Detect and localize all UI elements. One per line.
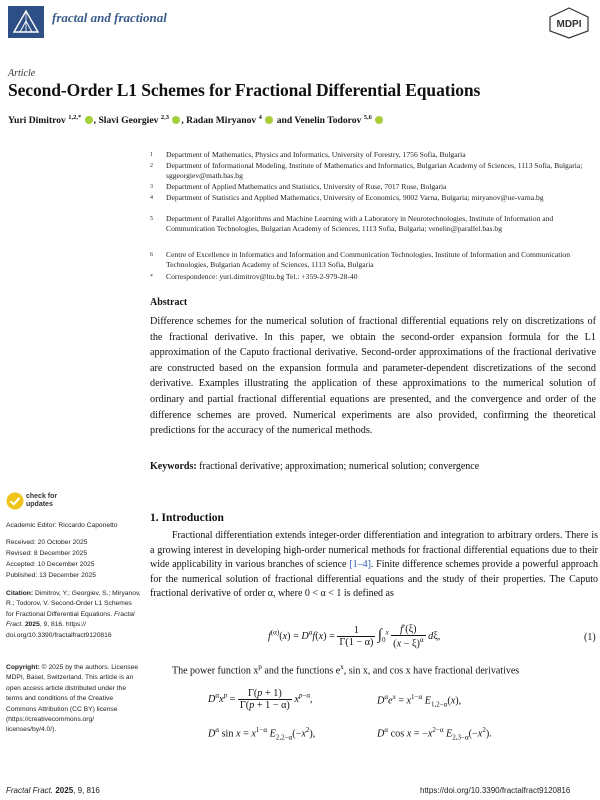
equation-cosine: $D^\alpha$ $\cos x = -x^{2-\alpha}$ $E_{2,3-\alpha}(-x^2)$. bbox=[377, 726, 492, 742]
author-name[interactable]: Venelin Todorov bbox=[294, 115, 362, 127]
author-name[interactable]: Slavi Georgiev bbox=[98, 115, 159, 127]
orcid-icon[interactable] bbox=[172, 116, 180, 124]
affiliation bbox=[150, 250, 595, 271]
affiliation bbox=[150, 214, 595, 235]
affiliation-number: 5 bbox=[150, 216, 153, 222]
citation-year: 2025 bbox=[24, 621, 40, 629]
affiliation-number: 3 bbox=[150, 184, 153, 190]
keywords-label: Keywords: bbox=[150, 461, 197, 472]
affiliation bbox=[150, 193, 595, 203]
mdpi-logo bbox=[548, 7, 590, 39]
check-for-updates-label[interactable]: check for updates bbox=[26, 493, 58, 508]
date-received: Received: 20 October 2025 bbox=[6, 539, 88, 546]
equation-number: (1) bbox=[584, 632, 596, 643]
equation-sine: $D^\alpha$ $\sin x = x^{1-\alpha}$ $E_{2,2-\alpha}(-x^2)$, bbox=[208, 726, 316, 742]
academic-editor: Academic Editor: Riccardo Caponetto bbox=[6, 522, 118, 529]
author-affil-sup: 5,6 bbox=[363, 114, 372, 121]
date-accepted: Accepted: 10 December 2025 bbox=[6, 561, 95, 568]
citation-volume: , 9, 816. bbox=[39, 621, 65, 629]
orcid-icon[interactable] bbox=[85, 116, 93, 124]
intro-paragraph: Fractional differentiation extends integer-order differentiation and integration to arbitrary orders. There is a growing interest in developing high-order numerical methods for fractional differential equations due to their wide applicability in various branches of science [1–4]. Finite difference schemes provide a powerful approach for the numerical solution of fractional differential equations and the study of their properties. The Caputo fractional derivative of order α, where 0 < α < 1 is defined as bbox=[150, 530, 598, 600]
affiliation-number: 1 bbox=[150, 152, 153, 158]
orcid-icon[interactable] bbox=[265, 116, 273, 124]
journal-logo bbox=[8, 6, 44, 38]
correspondence-text[interactable]: Correspondence: yuri.dimitrov@ltu.bg Tel.: +359-2-979-28-40 bbox=[166, 272, 358, 281]
citation-label: Citation: bbox=[6, 590, 34, 597]
affiliation bbox=[150, 182, 595, 192]
affiliation-number: * bbox=[150, 274, 153, 280]
author-affil-sup: 4 bbox=[258, 114, 262, 121]
author-and: and bbox=[276, 115, 293, 127]
affiliation-text: Department of Applied Mathematics and Statistics, University of Ruse, 7017 Ruse, Bulgaria bbox=[166, 182, 447, 191]
author-affil-sup: 2,3 bbox=[160, 114, 169, 121]
copyright-label: Copyright: bbox=[6, 664, 40, 671]
date-published: Published: 13 December 2025 bbox=[6, 572, 96, 579]
affiliation bbox=[150, 161, 595, 182]
journal-name: fractal and fractional bbox=[52, 10, 167, 25]
citation-link[interactable]: [1–4] bbox=[349, 559, 371, 571]
correspondence bbox=[150, 272, 595, 282]
affiliation-text: Department of Informational Modeling, Institute of Mathematics and Informatics, Bulgarian Academy of Sciences, 1113 Sofia, Bulgaria; sggeorgiev@math.bas.bg bbox=[166, 161, 583, 181]
check-for-updates-icon[interactable] bbox=[6, 492, 24, 510]
intro-paragraph: The power function $x^p$ and the functions $e^x$, sin x, and cos x have fractional derivatives bbox=[172, 663, 520, 677]
section-heading: 1. Introduction bbox=[150, 512, 224, 524]
paper-title: Second-Order L1 Schemes for Fractional Differential Equations bbox=[8, 80, 481, 100]
affiliation-number: 6 bbox=[150, 252, 153, 258]
affiliation bbox=[150, 150, 595, 160]
affiliation-text: Department of Statistics and Applied Mathematics, University of Economics, 9002 Varna, Bulgaria; miryanov@ue-varna.bg bbox=[166, 193, 544, 202]
equation-caputo: $f^{(\alpha)}(x) = D^\alpha f(x)$ = $\frac{1}{\Gamma(1 - \alpha)}$ $\int_0^x$ $\frac{f'(\xi)}{(x - \xi)^\alpha}$ dξ, bbox=[268, 624, 441, 650]
abstract-heading: Abstract bbox=[150, 297, 188, 308]
keywords-text: fractional derivative; approximation; numerical solution; convergence bbox=[199, 461, 480, 472]
citation-authors: Dimitrov, Y.; Georgiev, S.; Miryanov, R.; Todorov, V. bbox=[6, 590, 141, 608]
affiliation-text: Department of Parallel Algorithms and Machine Learning with a Laboratory in Neurotechnologies, Institute of Information and Communication Technologies, Bulgarian Academy of Sciences, 1113 Sofia, Bulgaria; venelin@parallel.bas.bg bbox=[166, 214, 554, 234]
publisher-label: MDPI bbox=[556, 19, 582, 30]
affiliation-text: Department of Mathematics, Physics and Informatics, University of Forestry, 1756 Sofia, Bulgaria bbox=[166, 150, 466, 159]
author-affil-sup: 1,2,* bbox=[68, 114, 82, 121]
affiliation-text: Centre of Excellence in Informatics and Information and Communication Technologies, Institute of Information and Communication Technologies, Bulgarian Academy of Sciences, 1113 Sofia, Bulgaria bbox=[166, 250, 571, 270]
date-revised: Revised: 8 December 2025 bbox=[6, 550, 88, 557]
author-name[interactable]: Yuri Dimitrov bbox=[8, 115, 66, 127]
keywords bbox=[150, 461, 596, 472]
abstract-text: Difference schemes for the numerical solution of fractional differential equations rely on discretizations of the fractional derivative. In this paper, we obtain the second-order expansion formula for the L1 approximation of the Caputo fractional derivative. Second-order approximations of the fractional derivative are constructed based on the expansion formula and parameter-dependent discretizations of the second derivative. Examples illustrating the application of these approximations to the numerical solution of ordinary and partial fractional differential equations are presented, and the convergence and order of the difference schemes are proved. Numerical experiments are also provided, confirming the theoretical predictions for the accuracy of the numerical methods. bbox=[150, 316, 596, 437]
author-name[interactable]: Radan Miryanov bbox=[186, 115, 257, 127]
citation-block bbox=[6, 589, 141, 641]
affiliation-number: 4 bbox=[150, 195, 153, 201]
citation-title: Second-Order L1 Schemes for Fractional Differential Equations. bbox=[6, 600, 132, 618]
equation-power-function: $D^\alpha x^p$ = $\frac{\Gamma(p + 1)}{\Gamma(p + 1 - \alpha)}$ $x^{p-\alpha}$, bbox=[208, 688, 313, 711]
footer-doi-link[interactable]: https://doi.org/10.3390/fractalfract9120816 bbox=[420, 786, 571, 795]
citation-journal: Fractal Fract. bbox=[6, 610, 135, 629]
citation-doi-link[interactable]: https:// doi.org/10.3390/fractalfract9120816 bbox=[6, 621, 112, 639]
article-type: Article bbox=[8, 68, 36, 79]
footer-citation: Fractal Fract. 2025, 9, 816 bbox=[6, 786, 100, 795]
orcid-icon[interactable] bbox=[375, 116, 383, 124]
affiliation-number: 2 bbox=[150, 163, 153, 169]
equation-exponential: $D^\alpha e^x = x^{1-\alpha}$ $E_{1,2-\alpha}(x)$, bbox=[377, 693, 462, 709]
copyright-text: © 2025 by the authors. Licensee MDPI, Basel, Switzerland. This article is an open access article distributed under the terms and conditions of the Creative Commons Attribution (CC BY) license (https://creativecommons.org/ licenses/by/4.0/). bbox=[6, 664, 139, 734]
copyright-block bbox=[6, 663, 141, 736]
author-list: Yuri Dimitrov $^{1,2,*}$ , Slavi Georgiev $^{2,3}$ , Radan Miryanov $^4$ and Venelin Todorov $^{5,6}$ bbox=[8, 114, 384, 126]
